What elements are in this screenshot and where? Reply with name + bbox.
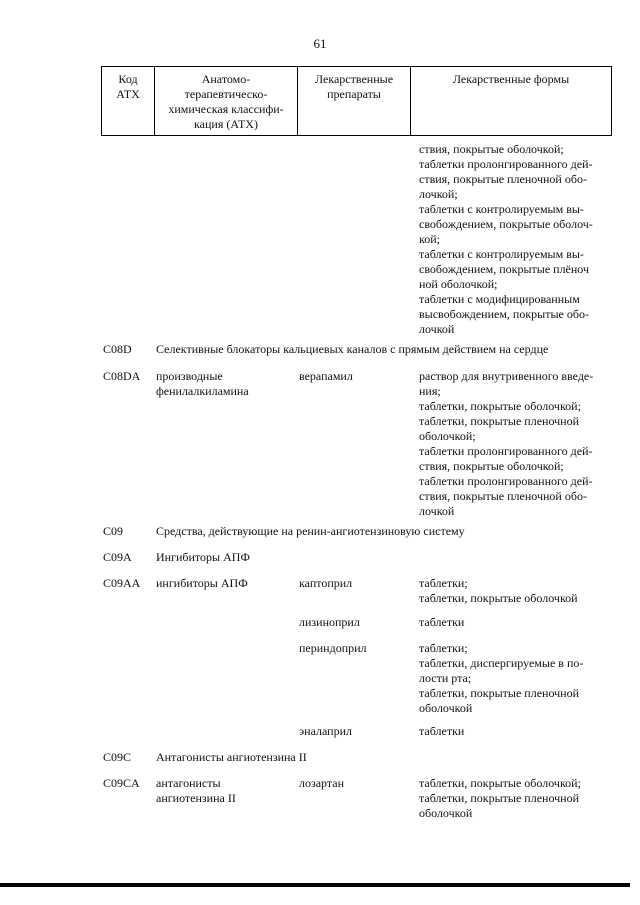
header-classification: Анатомо- терапевтическо- химическая классифи- кация (АТХ) [168,72,284,131]
group-title: Ингибиторы АПФ [156,550,250,564]
drug-cell: лозартан [299,776,345,790]
classification-cell: ингибиторы АПФ [156,576,248,590]
atc-code: C09 [103,524,124,538]
drug-cell: каптоприл [299,576,353,590]
table-header [101,66,612,136]
group-title: Антагонисты ангиотензина II [156,750,307,764]
atc-code: C09CA [103,776,140,790]
forms-cell: таблетки, покрытые оболочкой; таблетки, покрытые пленочной оболочкой [419,776,581,820]
drug-cell: периндоприл [299,641,367,655]
header-drugs: Лекарственные препараты [314,72,394,101]
forms-cell: таблетки; таблетки, покрытые оболочкой [419,576,578,605]
drug-cell: эналаприл [299,724,352,738]
forms-cell: раствор для внутривенного введе- ния; таблетки, покрытые оболочкой; таблетки, покрытые пленочной оболочкой; таблетки пролонгированного дей- ствия, покрытые оболочкой; таблетки пролонгированного дей- ствия, покрытые пленочной обо- лочкой [419,369,594,518]
atc-code: C09AA [103,576,141,590]
forms-cell: таблетки [419,724,465,738]
atc-code: C09A [103,550,132,564]
header-forms: Лекарственные формы [452,72,570,86]
drug-cell: лизиноприл [299,615,360,629]
page-number: 61 [313,36,327,51]
atc-code: C09C [103,750,132,764]
classification-cell: антагонисты ангиотензина II [156,776,236,805]
group-title: Средства, действующие на ренин-ангиотензиновую систему [156,524,465,538]
forms-cell: таблетки; таблетки, диспергируемые в по- лости рта; таблетки, покрытые пленочной оболочкой [419,641,584,715]
header-code: Код АТХ [116,72,140,101]
atc-code: C08D [103,342,132,356]
bottom-rule [0,883,630,887]
group-title: Селективные блокаторы кальциевых каналов с прямым действием на сердце [156,342,549,356]
drug-cell: верапамил [299,369,353,383]
atc-code: C08DA [103,369,141,383]
forms-cell: ствия, покрытые оболочкой; таблетки пролонгированного дей- ствия, покрытые пленочной обо- лочкой; таблетки с контролируемым вы- свобождением, покрытые оболоч- кой; таблетки с контролируемым вы- свобождением, покрытые плёноч ной оболочкой; таблетки с модифицированным высвобождением, покрытые обо- лочкой [419,142,593,336]
forms-cell: таблетки [419,615,465,629]
classification-cell: производные фенилалкиламина [156,369,249,398]
